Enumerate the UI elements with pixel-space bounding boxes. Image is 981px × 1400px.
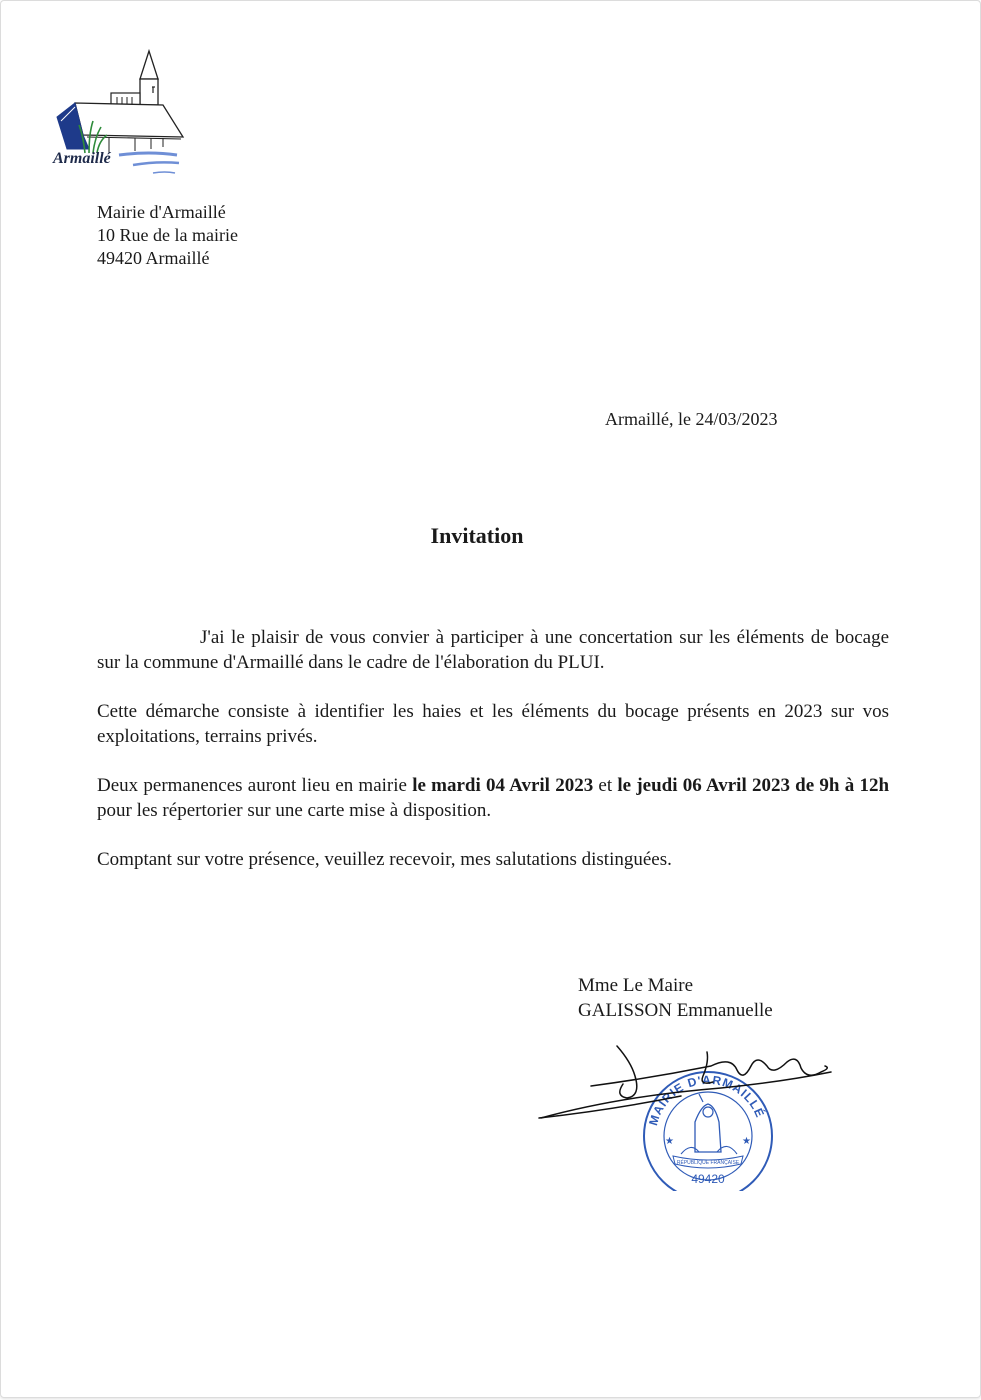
signatory-role: Mme Le Maire — [578, 975, 694, 996]
permanence-date-1: le mardi 04 Avril 2023 — [412, 775, 594, 796]
signature-and-stamp — [531, 1036, 841, 1191]
date-line: Armaillé, le 24/03/2023 — [605, 409, 778, 429]
permanence-date-2: le jeudi 06 Avril 2023 de 9h à 12h — [617, 775, 890, 796]
stamp-text-bottom: 49420 — [691, 1172, 725, 1186]
armaille-logo — [49, 45, 189, 185]
sender-street: 10 Rue de la mairie — [97, 225, 238, 245]
sender-address — [97, 201, 238, 270]
paragraph-3-and: et — [593, 775, 618, 796]
paragraph-3-intro: Deux permanences auront lieu en mairie — [97, 775, 413, 796]
svg-text:★: ★ — [665, 1136, 674, 1147]
sender-name: Mairie d'Armaillé — [97, 202, 226, 222]
paragraph-3 — [97, 773, 889, 823]
paragraph-2: Cette démarche consiste à identifier les haies et les éléments du bocage présents en 2023 sur vos exploitations, terrains privés. — [97, 701, 889, 747]
letter-title: Invitation — [430, 523, 524, 548]
svg-text:MAIRIE D'ARMAILLÉ — [646, 1073, 768, 1127]
stamp-banner-text: RÉPUBLIQUE FRANÇAISE — [676, 1160, 740, 1166]
signatory-block — [578, 973, 773, 1023]
paragraph-1: J'ai le plaisir de vous convier à participer à une concertation sur les éléments de bocage sur la commune d'Armaillé dans le cadre de l'élaboration du PLUI. — [97, 627, 889, 673]
logo-text: Armaillé — [53, 150, 111, 167]
church-logo-icon — [49, 45, 189, 185]
paragraph-3-end: pour les répertorier sur une carte mise à disposition. — [97, 800, 492, 821]
letter-body — [97, 625, 889, 896]
svg-text:★: ★ — [742, 1136, 751, 1147]
signatory-name: GALISSON Emmanuelle — [578, 1000, 773, 1021]
sender-city: 49420 Armaillé — [97, 248, 210, 268]
paragraph-4: Comptant sur votre présence, veuillez recevoir, mes salutations distinguées. — [97, 849, 672, 870]
stamp-text-top: MAIRIE D'ARMAILLÉ — [646, 1072, 768, 1128]
